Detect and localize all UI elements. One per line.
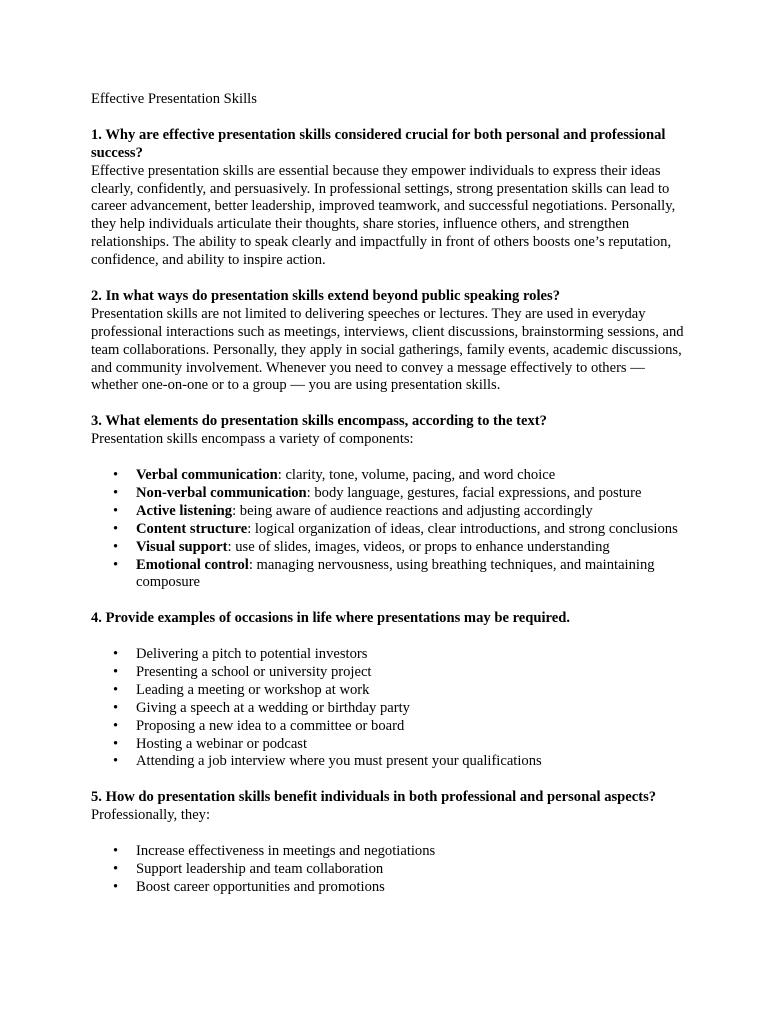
list-item: • Giving a speech at a wedding or birthday party — [91, 700, 691, 718]
list-item-term: Verbal communication — [136, 466, 278, 483]
section-2-answer: Presentation skills are not limited to delivering speeches or lectures. They are used in everyday professional interactions such as meetings, interviews, client discussions, brainstorming sessions, and team collaborations. Personally, they apply in social gatherings, family events, academic discussions, and community involvement. Whenever you need to convey a message effectively to others — whether one-on-one or to a group — you are using presentation skills. — [91, 305, 684, 394]
list-item: • Leading a meeting or workshop at work — [91, 682, 691, 700]
list-item: • Boost career opportunities and promotions — [91, 879, 691, 897]
section-3 — [91, 413, 691, 592]
document-title: Effective Presentation Skills — [91, 91, 257, 107]
section-4 — [91, 610, 691, 771]
section-4-list — [91, 646, 691, 771]
section-1 — [91, 127, 691, 270]
list-item-desc: : managing nervousness, using breathing techniques, and maintaining composure — [136, 556, 655, 591]
section-3-list — [91, 467, 691, 592]
section-5 — [91, 789, 691, 896]
list-item — [91, 521, 691, 539]
list-item-desc: : clarity, tone, volume, pacing, and word choice — [277, 466, 556, 483]
section-2-question: 2. In what ways do presentation skills extend beyond public speaking roles? — [91, 287, 560, 304]
list-item: • Support leadership and team collaboration — [91, 861, 691, 879]
list-item-desc: : being aware of audience reactions and adjusting accordingly — [232, 502, 593, 519]
list-item: • Hosting a webinar or podcast — [91, 736, 691, 754]
section-2 — [91, 288, 691, 395]
list-item: • Delivering a pitch to potential investors — [91, 646, 691, 664]
list-item — [91, 557, 691, 593]
section-1-answer: Effective presentation skills are essential because they empower individuals to express their ideas clearly, confidently, and persuasively. In professional settings, strong presentation skills can lead to career advancement, better leadership, improved teamwork, and successful negotiations. Personally, they help individuals articulate their thoughts, share stories, influence others, and strengthen relationships. The ability to speak clearly and impactfully in front of others boosts one’s reputation, confidence, and ability to inspire action. — [91, 162, 676, 269]
section-4-question: 4. Provide examples of occasions in life where presentations may be required. — [91, 610, 570, 627]
list-item: • Increase effectiveness in meetings and negotiations — [91, 843, 691, 861]
document-page — [91, 91, 691, 897]
list-item-desc: : use of slides, images, videos, or props to enhance understanding — [227, 538, 610, 555]
section-1-question: 1. Why are effective presentation skills considered crucial for both personal and professional success? — [91, 126, 666, 161]
list-item-desc: : logical organization of ideas, clear introductions, and strong conclusions — [247, 520, 678, 537]
list-item-term: Content structure — [136, 520, 248, 537]
section-5-list — [91, 843, 691, 897]
list-item-term: Non-verbal communication — [136, 484, 307, 501]
section-3-question: 3. What elements do presentation skills encompass, according to the text? — [91, 413, 547, 430]
list-item — [91, 539, 691, 557]
list-item — [91, 503, 691, 521]
list-item-term: Emotional control — [136, 556, 249, 573]
list-item: • Attending a job interview where you must present your qualifications — [91, 753, 691, 771]
list-item-desc: : body language, gestures, facial expressions, and posture — [306, 484, 642, 501]
section-5-intro: Professionally, they: — [91, 807, 211, 824]
list-item — [91, 467, 691, 485]
list-item-term: Active listening — [136, 502, 233, 519]
list-item — [91, 485, 691, 503]
list-item: • Presenting a school or university project — [91, 664, 691, 682]
list-item: • Proposing a new idea to a committee or board — [91, 718, 691, 736]
list-item-term: Visual support — [136, 538, 228, 555]
section-3-intro: Presentation skills encompass a variety of components: — [91, 431, 414, 448]
section-5-question: 5. How do presentation skills benefit individuals in both professional and personal aspects? — [91, 789, 657, 806]
